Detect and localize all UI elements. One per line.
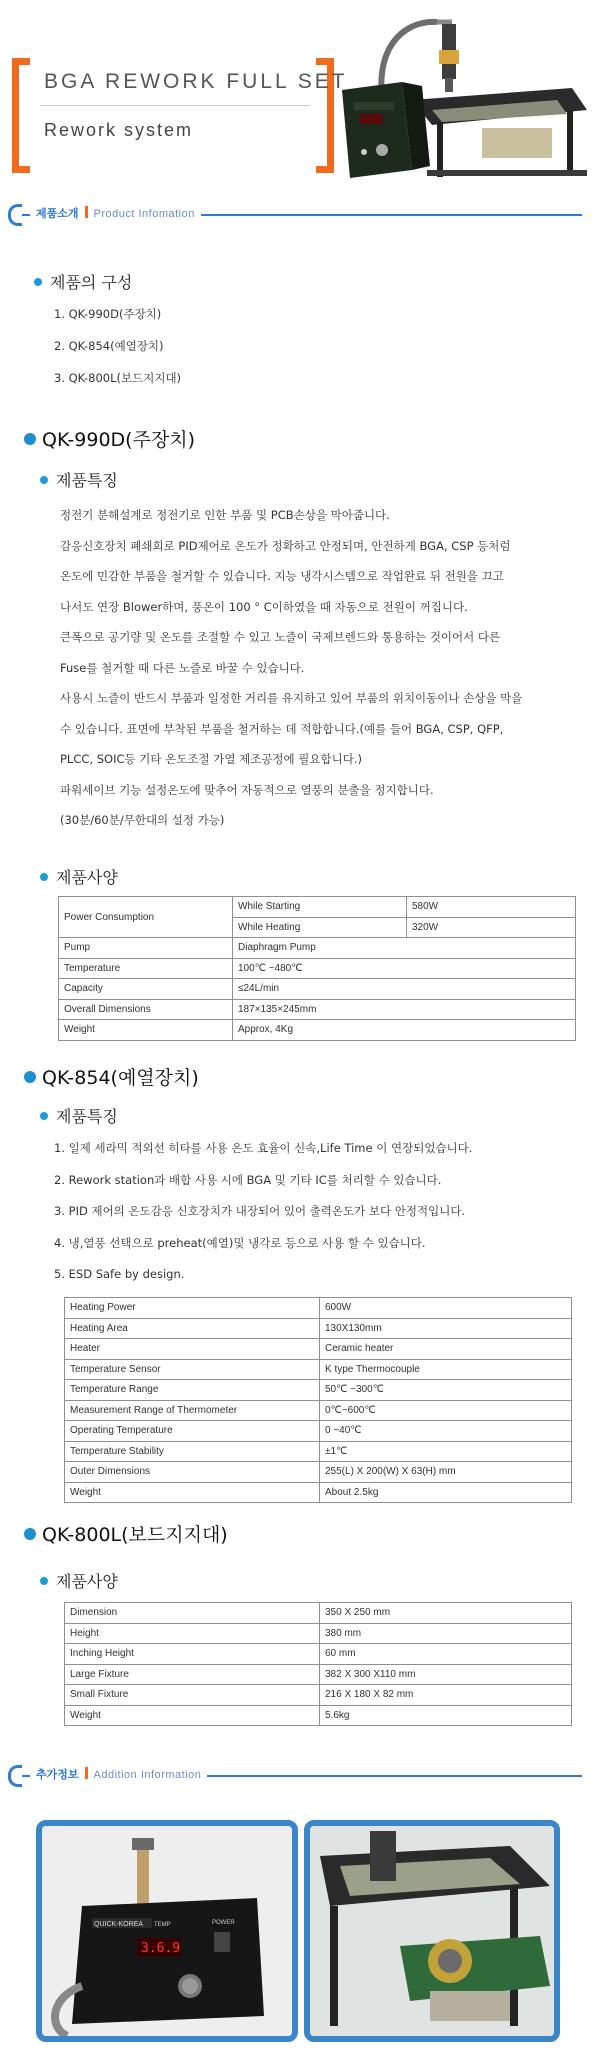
spec-key: Measurement Range of Thermometer [65, 1400, 320, 1421]
qk990d-title-text: QK-990D(주장치) [42, 429, 196, 451]
composition-heading-text: 제품의 구성 [50, 273, 133, 292]
section-label-ko: 추가정보 [36, 1768, 79, 1781]
feature-line: 수 있습니다. 표면에 부착된 부품을 철거하는 데 적합합니다.(예를 들어 BGA, CSP, QFP, [60, 721, 504, 736]
composition-item-1: 1. QK-990D(주장치) [54, 307, 162, 321]
table-row [65, 1664, 572, 1685]
qk990d-features [60, 500, 590, 836]
spec-key: Overall Dimensions [59, 999, 233, 1020]
feature-line: 3. PID 제어의 온도감응 신호장치가 내장되어 있어 출력온도가 보다 안정적입니다. [54, 1204, 466, 1218]
spec-value: 50℃ ~300℃ [320, 1380, 572, 1401]
bullet-icon [40, 1577, 48, 1585]
table-row [65, 1380, 572, 1401]
section-label-ko: 제품소개 [36, 207, 79, 220]
spec-condition: While Starting [233, 897, 407, 918]
table-row [65, 1705, 572, 1726]
spec-value: 580W [407, 897, 576, 918]
spec-key: Dimension [65, 1603, 320, 1624]
feature-line: 5. ESD Safe by design. [54, 1267, 185, 1281]
spec-value: K type Thermocouple [320, 1359, 572, 1380]
composition-heading [34, 270, 132, 293]
feature-line: 사용시 노즐이 반드시 부품과 일정한 거리를 유지하고 있어 부품의 위치이동이나 손상을 막을 [60, 691, 523, 705]
qk854-features [54, 1133, 584, 1291]
spec-value: Ceramic heater [320, 1339, 572, 1360]
section-cap-icon [8, 204, 22, 226]
spec-value: Diaphragm Pump [233, 938, 576, 959]
temp-display: 3.6.9 [141, 1941, 181, 1956]
spec-key: Inching Height [65, 1644, 320, 1665]
section-label-en: Addition Information [93, 1769, 202, 1781]
feature-line: 2. Rework station과 배합 사용 시에 BGA 및 기타 IC를 처리할 수 있습니다. [54, 1172, 442, 1187]
table-row [65, 1421, 572, 1442]
qk800l-title [24, 1520, 228, 1547]
section-cap-icon [8, 1765, 22, 1787]
table-row [59, 938, 576, 959]
bullet-icon [24, 1528, 36, 1540]
spec-key: Heater [65, 1339, 320, 1360]
pipe-divider [85, 1767, 88, 1779]
qk854-spec-table [64, 1297, 572, 1503]
spec-value: 0℃~600℃ [320, 1400, 572, 1421]
spec-key: Outer Dimensions [65, 1462, 320, 1483]
feature-line: 온도에 민감한 부품을 철거할 수 있습니다. 지능 냉각시스템으로 작업완료 뒤 전원을 끄고 [60, 569, 504, 583]
station-photo [36, 1820, 298, 2042]
spec-value: 60 mm [320, 1644, 572, 1665]
pipe-divider [85, 206, 88, 218]
bullet-icon [24, 433, 36, 445]
table-row [65, 1339, 572, 1360]
spec-heading-text: 제품사양 [56, 868, 118, 887]
spec-key: Height [65, 1623, 320, 1644]
table-row [59, 897, 576, 918]
table-row [65, 1318, 572, 1339]
station-image [42, 1826, 292, 2036]
spec-value: 0 ~40℃ [320, 1421, 572, 1442]
spec-key: Capacity [59, 979, 233, 1000]
feature-line: (30분/60분/무한대의 설정 가능) [60, 813, 225, 827]
spec-key: Temperature Sensor [65, 1359, 320, 1380]
power-switch [214, 1932, 230, 1952]
spec-condition: While Heating [233, 917, 407, 938]
qk800l-title-text: QK-800L(보드지지대) [42, 1524, 228, 1546]
feature-line: 나서도 연장 Blower하며, 풍온이 100 ° C이하였을 때 자동으로 전원이 꺼집니다. [60, 599, 468, 614]
composition-item-2: 2. QK-854(예열장치) [54, 339, 164, 353]
spec-key: Weight [65, 1705, 320, 1726]
features-heading-text: 제품특징 [56, 1107, 118, 1126]
spec-value: 5.6kg [320, 1705, 572, 1726]
spec-value: 320W [407, 917, 576, 938]
table-row [59, 1020, 576, 1041]
spec-key: Operating Temperature [65, 1421, 320, 1442]
spec-value: About 2.5kg [320, 1482, 572, 1503]
spec-key: Temperature Stability [65, 1441, 320, 1462]
section-label-en: Product Infomation [93, 208, 195, 220]
qk854-title [24, 1063, 199, 1090]
page-header [0, 0, 600, 200]
spec-value: 382 X 300 X110 mm [320, 1664, 572, 1685]
spec-key: Weight [59, 1020, 233, 1041]
composition-item-3: 3. QK-800L(보드지지대) [54, 371, 182, 385]
spec-key: Power Consumption [59, 897, 233, 938]
table-row [65, 1482, 572, 1503]
spec-heading-text: 제품사양 [56, 1572, 118, 1591]
table-row [59, 958, 576, 979]
qk854-features-heading [40, 1104, 118, 1127]
bullet-icon [34, 278, 42, 286]
spec-value: ≤24L/min [233, 979, 576, 1000]
spec-key: Heating Power [65, 1298, 320, 1319]
spec-value: 600W [320, 1298, 572, 1319]
feature-line: Fuse를 철거할 때 다른 노즐로 바꿀 수 있습니다. [60, 660, 305, 675]
feature-line: 4. 냉,열풍 선택으로 preheat(예열)및 냉각로 등으로 사용 할 수 있습니다. [54, 1235, 426, 1250]
table-row [65, 1400, 572, 1421]
bullet-icon [40, 873, 48, 881]
qk990d-title [24, 425, 195, 452]
features-heading-text: 제품특징 [56, 471, 118, 490]
spec-value: 350 X 250 mm [320, 1603, 572, 1624]
power-label: POWER [212, 1920, 235, 1926]
table-row [65, 1359, 572, 1380]
table-row [65, 1685, 572, 1706]
table-row [65, 1441, 572, 1462]
spec-key: Heating Area [65, 1318, 320, 1339]
table-row [65, 1644, 572, 1665]
spec-key: Temperature [59, 958, 233, 979]
feature-line: 감응신호장치 폐쇄회로 PID제어로 온도가 정확하고 안정되며, 안전하게 BGA, CSP 등처럼 [60, 538, 511, 553]
qk800l-spec-heading [40, 1569, 118, 1592]
feature-line: 정전기 분해설계로 정전기로 인한 부품 및 PCB손상을 막아줍니다. [60, 508, 390, 522]
rework-machine-image [342, 10, 592, 185]
table-row [65, 1603, 572, 1624]
qk854-title-text: QK-854(예열장치) [42, 1067, 199, 1089]
spec-key: Weight [65, 1482, 320, 1503]
bullet-icon [40, 1112, 48, 1120]
board-holder-image [310, 1826, 554, 2036]
product-info-section-bar [8, 202, 588, 228]
spec-value: 255(L) X 200(W) X 63(H) mm [320, 1462, 572, 1483]
addition-info-section-bar [8, 1763, 588, 1789]
spec-key: Large Fixture [65, 1664, 320, 1685]
bullet-icon [40, 476, 48, 484]
table-row [65, 1298, 572, 1319]
spec-key: Pump [59, 938, 233, 959]
spec-value: 187×135×245mm [233, 999, 576, 1020]
bullet-icon [24, 1071, 36, 1083]
header-divider [40, 105, 310, 106]
spec-value: 216 X 180 X 82 mm [320, 1685, 572, 1706]
header-subtitle: Rework system [44, 120, 194, 140]
qk990d-features-heading [40, 468, 118, 491]
feature-line: PLCC, SOIC등 기타 온도조절 가열 제조공정에 필요합니다.) [60, 752, 362, 766]
spec-value: 100℃ ~480℃ [233, 958, 576, 979]
spec-value: Approx, 4Kg [233, 1020, 576, 1041]
feature-line: 파워세이브 기능 설정온도에 맞추어 자동적으로 열풍의 분출을 정지합니다. [60, 782, 434, 797]
qk800l-spec-table [64, 1602, 572, 1726]
table-row [59, 979, 576, 1000]
addition-info-label [30, 1766, 207, 1782]
qk990d-spec-table [58, 896, 576, 1041]
station-brand: QUICK-KOREA [94, 1921, 144, 1928]
qk990d-spec-heading [40, 865, 118, 888]
table-row [59, 999, 576, 1020]
table-row [65, 1623, 572, 1644]
table-row [65, 1462, 572, 1483]
product-info-label [30, 205, 201, 221]
spec-value: ±1℃ [320, 1441, 572, 1462]
spec-value: 130X130mm [320, 1318, 572, 1339]
spec-value: 380 mm [320, 1623, 572, 1644]
temp-label: TEMP [154, 1922, 171, 1928]
feature-line: 큰폭으로 공기량 및 온도를 조절할 수 있고 노즐이 국제브렌드와 통용하는 것이어서 다른 [60, 630, 501, 644]
feature-line: 1. 일제 세라믹 적외선 히타를 사용 온도 효율이 신속,Life Time 이 연장되었습니다. [54, 1141, 473, 1155]
spec-key: Temperature Range [65, 1380, 320, 1401]
spec-key: Small Fixture [65, 1685, 320, 1706]
header-title: BGA REWORK FULL SET [44, 70, 348, 93]
left-bracket [12, 58, 30, 173]
board-holder-photo [304, 1820, 560, 2042]
